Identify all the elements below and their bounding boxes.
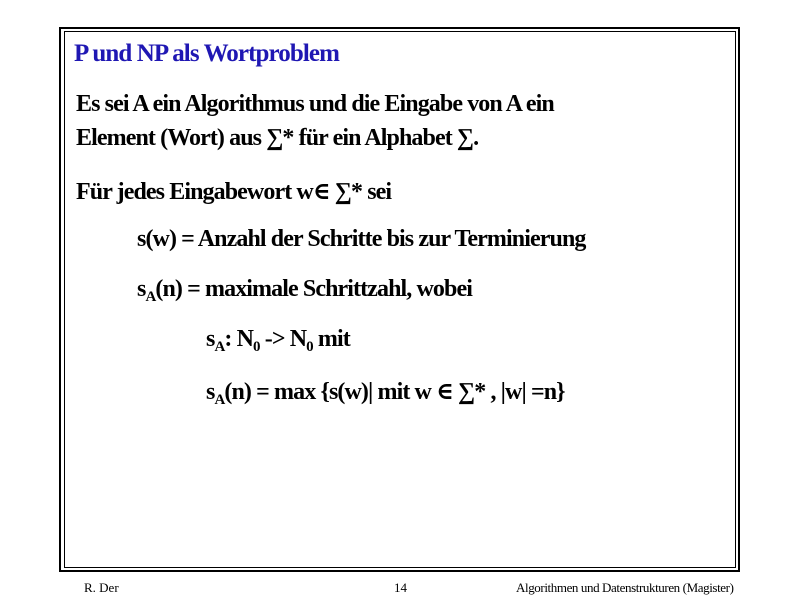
sA-mapping [206, 326, 350, 353]
max-formula-text: (n) = max {s(w)| mit w ∈ ∑* , |w| =n} [224, 379, 565, 405]
sA-subscript: A [214, 392, 225, 408]
slide-title: P und NP als Wortproblem [74, 40, 340, 67]
domain-text: : N [224, 326, 254, 352]
sA-symbol: s [137, 276, 146, 302]
footer-author: R. Der [84, 580, 119, 595]
intro-line-1: Es sei A ein Algorithmus und die Eingabe von A ein [76, 91, 554, 117]
intro-line-2: Element (Wort) aus ∑* für ein Alphabet ∑. [76, 125, 479, 151]
codomain-subscript: 0 [306, 339, 313, 355]
max-step-text: (n) = maximale Schrittzahl, wobei [155, 276, 472, 302]
codomain-text: -> N [259, 326, 307, 352]
max-step-definition [137, 276, 472, 303]
sA-max-formula [206, 376, 565, 406]
sA-symbol: s [206, 326, 215, 352]
footer-page-number: 14 [394, 580, 407, 595]
sA-symbol: s [206, 379, 215, 405]
input-word-line: Für jedes Eingabewort w∈ ∑* sei [76, 179, 392, 205]
domain-subscript: 0 [253, 339, 260, 355]
step-count-definition: s(w) = Anzahl der Schritte bis zur Terminierung [137, 226, 586, 252]
mit-text: mit [312, 326, 350, 352]
footer-course: Algorithmen und Datenstrukturen (Magister) [516, 580, 734, 595]
sA-subscript: A [214, 339, 225, 355]
sA-subscript: A [145, 289, 156, 305]
